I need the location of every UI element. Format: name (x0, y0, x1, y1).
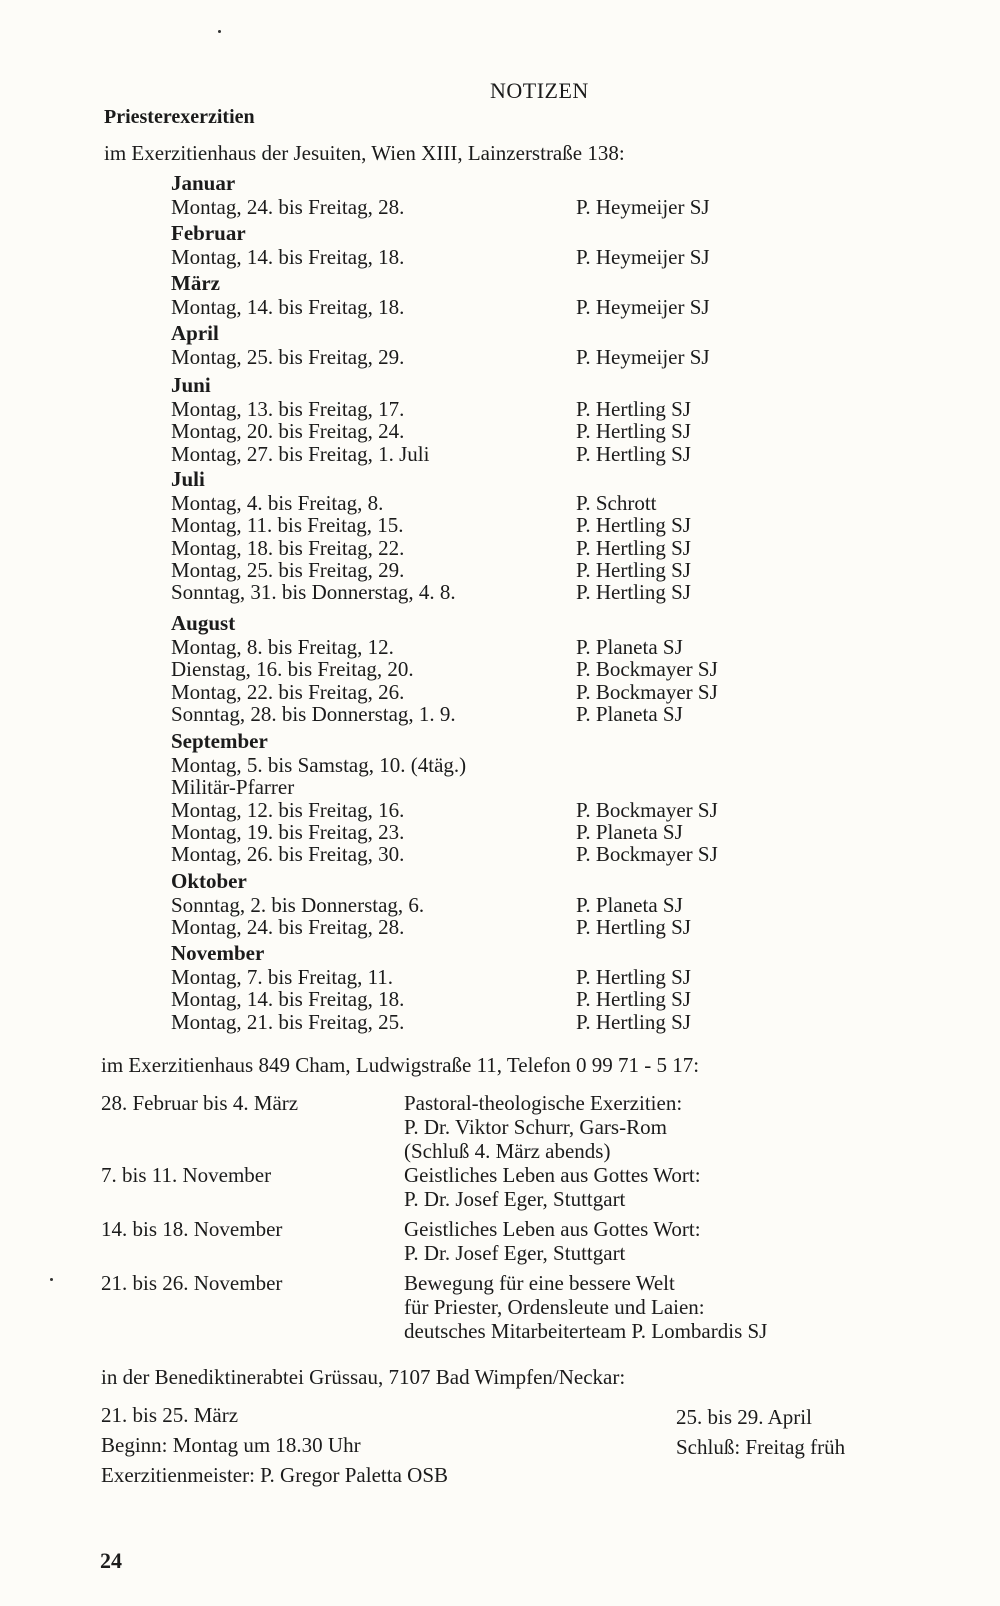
month-heading: September (171, 729, 268, 753)
section-heading: Priesterexerzitien (104, 106, 255, 128)
schedule-date: Montag, 4. bis Freitag, 8. (171, 491, 384, 515)
schedule-leader: P. Hertling SJ (576, 1009, 691, 1034)
cham-intro: im Exerzitienhaus 849 Cham, Ludwigstraße 11, Telefon 0 99 71 - 5 17: (101, 1053, 700, 1077)
month-heading: Juni (171, 373, 211, 397)
schedule-date: Montag, 19. bis Freitag, 23. (171, 819, 405, 844)
page-title: NOTIZEN (490, 78, 589, 103)
schedule-date: Sonntag, 28. bis Donnerstag, 1. 9. (171, 701, 456, 726)
cham-description: Pastoral-theologische Exerzitien: (404, 1091, 683, 1115)
month-heading: Februar (171, 221, 246, 245)
schedule-leader: P. Bockmayer SJ (576, 842, 718, 867)
schedule-date: Montag, 5. bis Samstag, 10. (4täg.) (171, 753, 467, 777)
schedule-date: Montag, 14. bis Freitag, 18. (171, 295, 405, 319)
schedule-leader: P. Heymeijer SJ (576, 195, 710, 219)
cham-description: Geistliches Leben aus Gottes Wort: (404, 1163, 701, 1187)
cham-description: P. Dr. Josef Eger, Stuttgart (404, 1187, 626, 1211)
jesuits-intro: im Exerzitienhaus der Jesuiten, Wien XIII, Lainzerstraße 138: (104, 141, 625, 165)
schedule-leader: P. Hertling SJ (576, 513, 691, 538)
schedule-leader: P. Bockmayer SJ (576, 679, 718, 704)
schedule-date: Sonntag, 2. bis Donnerstag, 6. (171, 893, 425, 917)
schedule-date: Montag, 20. bis Freitag, 24. (171, 419, 405, 444)
cham-date: 14. bis 18. November (101, 1217, 283, 1241)
cham-description: P. Dr. Josef Eger, Stuttgart (404, 1241, 626, 1265)
schedule-date: Montag, 22. bis Freitag, 26. (171, 679, 405, 704)
page-number: 24 (100, 1548, 122, 1573)
schedule-leader: P. Hertling SJ (576, 915, 691, 940)
schedule-leader: P. Heymeijer SJ (576, 295, 710, 319)
month-heading: April (171, 321, 219, 345)
gruessau-intro: in der Benediktinerabtei Grüssau, 7107 Bad Wimpfen/Neckar: (101, 1365, 626, 1389)
schedule-leader: P. Hertling SJ (576, 535, 691, 560)
gruessau-begin: Beginn: Montag um 18.30 Uhr (101, 1433, 361, 1457)
schedule-date: Montag, 24. bis Freitag, 28. (171, 915, 405, 940)
cham-description: (Schluß 4. März abends) (404, 1139, 611, 1163)
schedule-date: Montag, 24. bis Freitag, 28. (171, 195, 405, 219)
schedule-leader: P. Hertling SJ (576, 580, 691, 605)
schedule-date: Montag, 14. bis Freitag, 18. (171, 987, 405, 1012)
schedule-leader: P. Bockmayer SJ (576, 797, 718, 822)
schedule-leader: P. Hertling SJ (576, 987, 691, 1012)
month-heading: November (171, 941, 265, 965)
schedule-date: Montag, 7. bis Freitag, 11. (171, 965, 394, 989)
cham-description: P. Dr. Viktor Schurr, Gars-Rom (404, 1115, 667, 1139)
cham-description: deutsches Mitarbeiterteam P. Lombardis SJ (404, 1319, 768, 1343)
schedule-leader: P. Planeta SJ (576, 893, 683, 917)
schedule-date: Montag, 25. bis Freitag, 29. (171, 557, 405, 582)
schedule-date: Militär-Pfarrer (171, 775, 295, 800)
schedule-date: Montag, 25. bis Freitag, 29. (171, 345, 405, 369)
month-heading: März (171, 271, 220, 295)
schedule-date: Sonntag, 31. bis Donnerstag, 4. 8. (171, 580, 456, 605)
schedule-date: Montag, 26. bis Freitag, 30. (171, 842, 405, 867)
schedule-leader: P. Planeta SJ (576, 635, 683, 659)
cham-description: Geistliches Leben aus Gottes Wort: (404, 1217, 701, 1241)
gruessau-master: Exerzitienmeister: P. Gregor Paletta OSB (101, 1463, 449, 1487)
gruessau-date-1: 21. bis 25. März (101, 1403, 239, 1427)
scan-speck (50, 1278, 53, 1281)
schedule-leader: P. Hertling SJ (576, 419, 691, 444)
schedule-date: Montag, 12. bis Freitag, 16. (171, 797, 405, 822)
month-heading: Juli (171, 467, 205, 491)
schedule-leader: P. Hertling SJ (576, 441, 691, 466)
gruessau-end: Schluß: Freitag früh (676, 1435, 846, 1459)
cham-date: 21. bis 26. November (101, 1271, 283, 1295)
schedule-leader: P. Hertling SJ (576, 557, 691, 582)
scan-speck (218, 30, 221, 33)
schedule-leader: P. Hertling SJ (576, 397, 691, 421)
cham-description: für Priester, Ordensleute und Laien: (404, 1295, 705, 1319)
schedule-date: Montag, 27. bis Freitag, 1. Juli (171, 441, 430, 466)
month-heading: Oktober (171, 869, 247, 893)
schedule-date: Montag, 18. bis Freitag, 22. (171, 535, 405, 560)
schedule-leader: P. Heymeijer SJ (576, 245, 710, 269)
schedule-leader: P. Bockmayer SJ (576, 657, 718, 682)
cham-description: Bewegung für eine bessere Welt (404, 1271, 675, 1295)
schedule-date: Dienstag, 16. bis Freitag, 20. (171, 657, 414, 682)
schedule-date: Montag, 11. bis Freitag, 15. (171, 513, 404, 538)
month-heading: August (171, 611, 236, 635)
schedule-leader: P. Hertling SJ (576, 965, 691, 989)
cham-date: 7. bis 11. November (101, 1163, 272, 1187)
schedule-date: Montag, 21. bis Freitag, 25. (171, 1009, 405, 1034)
gruessau-date-2: 25. bis 29. April (676, 1405, 812, 1429)
month-heading: Januar (171, 171, 236, 195)
schedule-date: Montag, 13. bis Freitag, 17. (171, 397, 405, 421)
schedule-leader: P. Schrott (576, 491, 657, 515)
schedule-date: Montag, 8. bis Freitag, 12. (171, 635, 394, 659)
cham-date: 28. Februar bis 4. März (101, 1091, 299, 1115)
schedule-leader: P. Planeta SJ (576, 701, 683, 726)
schedule-leader: P. Heymeijer SJ (576, 345, 710, 369)
schedule-date: Montag, 14. bis Freitag, 18. (171, 245, 405, 269)
schedule-leader: P. Planeta SJ (576, 819, 683, 844)
